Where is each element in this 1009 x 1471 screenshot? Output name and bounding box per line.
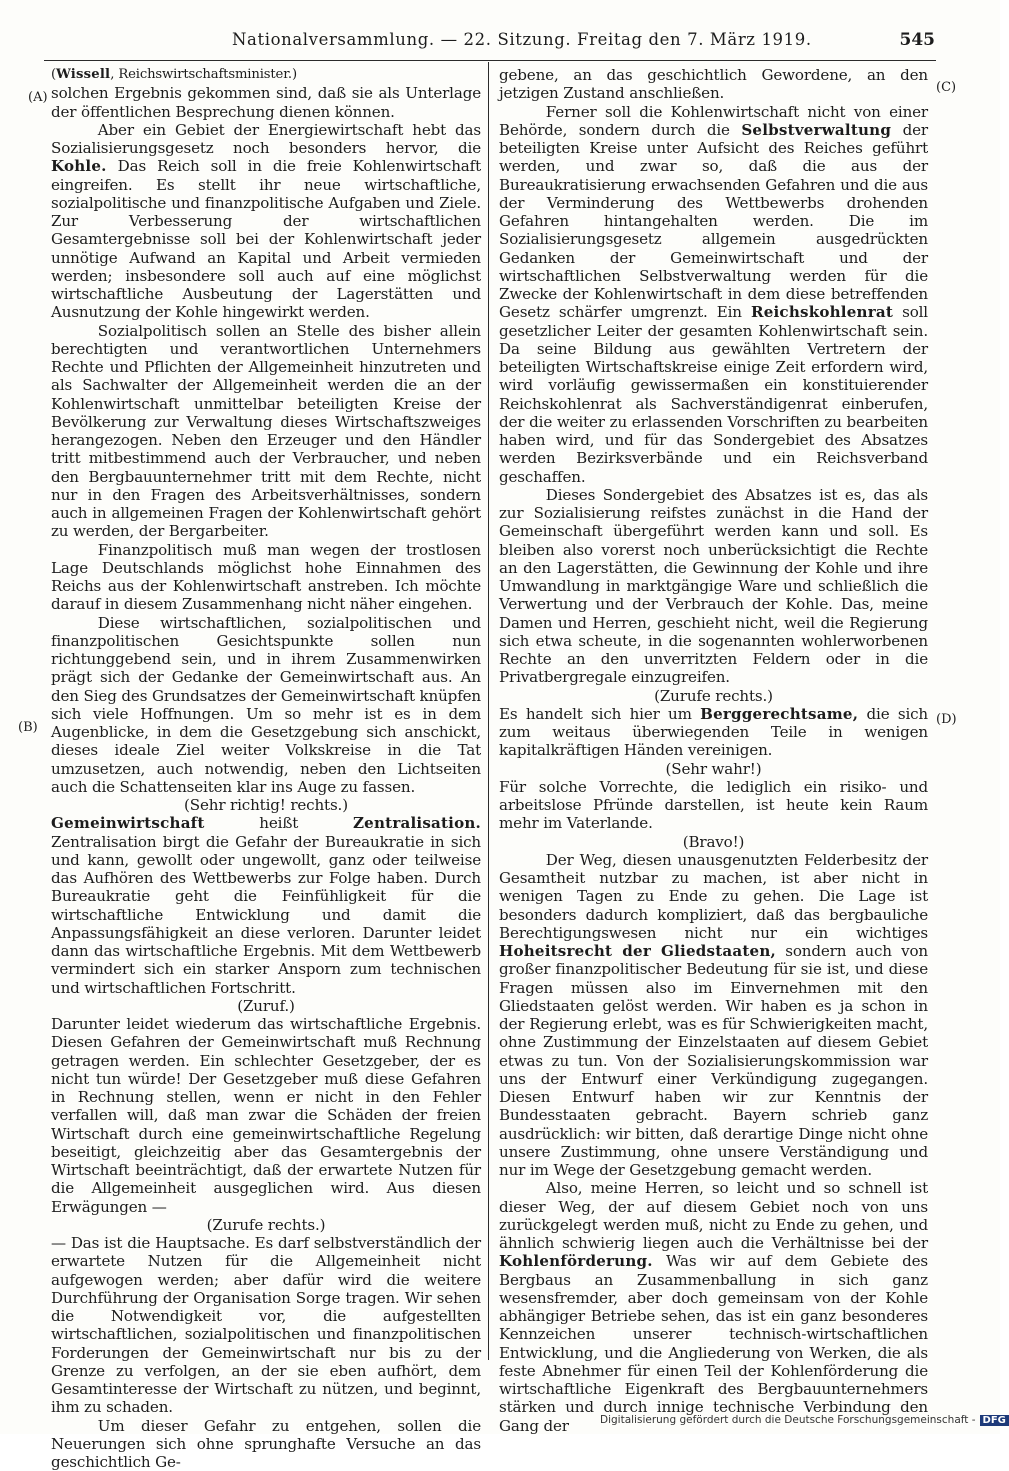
interjection: (Sehr richtig! rechts.) [51,796,481,814]
emphasis-hoheitsrecht: Hoheitsrecht der Gliedstaaten, [499,942,776,960]
paragraph: solchen Ergebnis gekommen sind, daß sie als Unterlage der öffentlichen Besprechung dienen können. [51,84,481,121]
speaker-role: , Reichswirtschaftsminister.) [110,67,297,82]
emphasis-kohlenfoerderung: Kohlenförderung. [499,1252,653,1270]
speaker-line: (Wissell, Reichswirtschaftsminister.) [51,66,481,84]
page-number: 545 [890,30,935,50]
paragraph: Der Weg, diesen unausgenutzten Felderbesitz der Gesamtheit nutzbar zu machen, ist aber nicht in wenigen Tagen zu Ende zu gehen. Die Lage ist besonders dadurch kompliziert, daß das bergbauliche Berechtigungswesen nicht nur ein wichtiges Hoheitsrecht der Gliedstaaten, sondern auch von großer finanzpolitischer Bedeutung für sie ist, und diese Fragen müssen also im Einvernehmen mit den Gliedstaaten gelöst werden. Wir haben es ja schon in der Regierung erlebt, was es für Schwierigkeiten macht, ohne Zustimmung der Einzelstaaten auf diesem Gebiet etwas zu tun. Von der Sozialisierungskommission war uns der Entwurf einer Verkündigung zugegangen. Diesen Entwurf haben wir zur Kenntnis der Bundesstaaten gebracht. Bayern schrieb ganz ausdrücklich: wir bitten, daß derartige Dinge nicht ohne unsere Zustimmung, ohne unsere Verständigung und nur im Wege der Gesetzgebung gemacht werden. [499,851,928,1180]
credit-text: Digitalisierung gefördert durch die Deutsche Forschungsgemeinschaft - [600,1414,976,1426]
margin-marker-d: (D) [936,712,957,727]
right-column [499,66,928,1435]
interjection: (Sehr wahr!) [499,760,928,778]
paragraph: Es handelt sich hier um Berggerechtsame, die sich zum weitaus überwiegenden Teile in wenigen kapitalkräftigen Händen vereinigen. [499,705,928,760]
paragraph: Ferner soll die Kohlenwirtschaft nicht von einer Behörde, sondern durch die Selbstverwaltung der beteiligten Kreise unter Aufsicht des Reiches geführt werden, und zwar so, daß die aus der Bureaukratisierung erwachsenden Gefahren und die aus der Verminderung des Wettbewerbs drohenden Gefahren hintangehalten werden. Die im Sozialisierungsgesetz allgemein ausgedrückten Gedanken der Gemeinwirtschaft und der wirtschaftlichen Selbstverwaltung werden für die Zwecke der Kohlenwirtschaft in dem diese betreffenden Gesetz schärfer umgrenzt. Ein Reichskohlenrat soll gesetzlicher Leiter der gesamten Kohlenwirtschaft sein. Da seine Bildung aus gewählten Vertretern der beteiligten Wirtschaftskreise einige Zeit erfordern wird, wird vorläufig gewissermaßen ein konstituierender Reichskohlenrat als Sachverständigenrat einberufen, der die weiter zu erlassenden Vorschriften zu bearbeiten haben wird, und für das Sondergebiet des Absatzes werden Bezirksverbände und ein Reichsverband geschaffen. [499,103,928,486]
header-rule [44,60,936,61]
paragraph: Für solche Vorrechte, die lediglich ein risiko- und arbeitslose Pfründe darstellen, ist heute kein Raum mehr im Vaterlande. [499,778,928,833]
digitization-credit [600,1414,970,1426]
speaker-name: Wissell [56,67,110,82]
paragraph: Um dieser Gefahr zu entgehen, sollen die Neuerungen sich ohne sprunghafte Versuche an das geschichtlich Ge- [51,1417,481,1471]
column-divider [488,62,489,1360]
emphasis-selbstverwaltung: Selbstverwaltung [741,121,891,139]
paragraph: Finanzpolitisch muß man wegen der trostlosen Lage Deutschlands möglichst hohe Einnahmen des Reichs aus der Kohlenwirtschaft anstreben. Ich möchte darauf in diesem Zusammenhang nicht näher eingehen. [51,541,481,614]
paragraph: gebene, an das geschichtlich Gewordene, an den jetzigen Zustand anschließen. [499,66,928,103]
paragraph: Gemeinwirtschaft heißt Zentralisation. Zentralisation birgt die Gefahr der Bureaukratie in sich und kann, gewollt oder ungewollt, ganz oder teilweise das Aufhören des Wettbewerbs zur Folge haben. Durch Bureaukratie geht die Feinfühligkeit für die wirtschaftliche Entwicklung und damit die Anpassungsfähigkeit an diese verloren. Darunter leidet dann das wirtschaftliche Ergebnis. Mit dem Wettbewerb vermindert sich ein starker Ansporn zum technischen und wirtschaftlichen Fortschritt. [51,814,481,997]
interjection: (Bravo!) [499,833,928,851]
interjection: (Zuruf.) [51,997,481,1015]
paragraph: Sozialpolitisch sollen an Stelle des bisher allein berechtigten und verantwortlichen Unternehmers Rechte und Pflichten der Allgemeinheit hinzutreten und als Sachwalter der Allgemeinheit werden die an der Kohlenwirtschaft unmittelbar beteiligten Kreise der Bevölkerung zur Verwaltung dieses Wirtschaftszweiges herangezogen. Neben den Erzeuger und den Händler tritt mitbestimmend auch der Verbraucher, und neben den Bergbauunternehmer tritt mit dem Rechte, nicht nur in den Fragen des Arbeitsverhältnisses, sondern auch in allgemeinen Fragen der Kohlenwirtschaft gehört zu werden, der Bergarbeiter. [51,322,481,541]
margin-marker-b: (B) [18,720,38,735]
emphasis-gemeinwirtschaft: Gemeinwirtschaft [51,814,205,832]
interjection: (Zurufe rechts.) [499,687,928,705]
emphasis-berggerechtsame: Berggerechtsame, [700,705,858,723]
emphasis-zentralisation: Zentralisation. [353,814,481,832]
paragraph: — Das ist die Hauptsache. Es darf selbstverständlich der erwartete Nutzen für die Allgemeinheit nicht aufgewogen werden; aber dafür wird die weitere Durchführung der Organisation Sorge tragen. Wir sehen die Notwendigkeit vor, die aufgestellten wirtschaftlichen, sozialpolitischen und finanzpolitischen Forderungen der Gemeinwirtschaft nur bis zu der Grenze zu verfolgen, an der sie eben aufhört, dem Gesamtinteresse der Wirtschaft zu nützen, und beginnt, ihm zu schaden. [51,1234,481,1417]
paragraph: Darunter leidet wiederum das wirtschaftliche Ergebnis. Diesen Gefahren der Gemeinwirtschaft muß Rechnung getragen werden. Ein schlechter Gesetzgeber, der es nicht tun würde! Der Gesetzgeber muß diese Gefahren in Rechnung stellen, wenn er nicht in den Fehler verfallen will, daß man zwar die Schäden der freien Wirtschaft durch eine gemeinwirtschaftliche Regelung beseitigt, gleichzeitig aber das Gesamtergebnis der Wirtschaft beeinträchtigt, daß der erwartete Nutzen für die Allgemeinheit ausgeglichen wird. Aus diesen Erwägungen — [51,1015,481,1216]
left-column [51,66,481,1471]
paragraph: Also, meine Herren, so leicht und so schnell ist dieser Weg, der auf diesem Gebiet noch von uns zurückgelegt werden muß, nicht zu Ende zu gehen, und ähnlich schwierig liegen auch die Verhältnisse bei der Kohlenförderung. Was wir auf dem Gebiete des Bergbaus an Zusammenballung in sich ganz wesensfremder, aber doch gemeinsam von der Kohle abhängiger Betriebe sehen, das ist ein ganz besonderes Kennzeichen unserer technisch-wirtschaftlichen Entwicklung, und die Angliederung von Werken, die als feste Abnehmer für einen Teil der Kohlenförderung die wirtschaftliche Eigenkraft des Bergbauunternehmers stärken und durch innige technische Verbindung den Gang der [499,1179,928,1435]
emphasis-kohle: Kohle. [51,157,107,175]
interjection: (Zurufe rechts.) [51,1216,481,1234]
paragraph: Aber ein Gebiet der Energiewirtschaft hebt das Sozialisierungsgesetz noch besonders hervor, die Kohle. Das Reich soll in die freie Kohlenwirtschaft eingreifen. Es stellt ihr neue wirtschaftliche, sozialpolitische und finanzpolitische Aufgaben und Ziele. Zur Verbesserung der wirtschaftlichen Gesamtergebnisse soll bei der Kohlenwirtschaft jeder unnötige Aufwand an Kapital und Arbeit vermieden werden; insbesondere soll auch auf eine möglichst wirtschaftliche Ausbeutung der Lagerstätten und Ausnutzung der Kohle hingewirkt werden. [51,121,481,322]
running-header: Nationalversammlung. — 22. Sitzung. Freitag den 7. März 1919. [232,30,742,49]
margin-marker-c: (C) [936,80,956,95]
paragraph: Dieses Sondergebiet des Absatzes ist es, das als zur Sozialisierung reifstes zunächst in die Hand der Gemeinschaft übergeführt werden kann und soll. Es bleiben also vorerst noch unberücksichtigt die Rechte an den Lagerstätten, die Gewinnung der Kohle und ihre Umwandlung in marktgängige Ware und schließlich die Verwertung und der Verbrauch der Kohle. Das, meine Damen und Herren, geschieht nicht, weil die Regierung sich etwa scheute, in die sogenannten wohlerworbenen Rechte an den unverritzten Feldern oder in die Privatbergregale einzugreifen. [499,486,928,687]
margin-marker-a: (A) [28,90,48,105]
dfg-logo: DFG [980,1415,1009,1426]
emphasis-reichskohlenrat: Reichskohlenrat [751,303,893,321]
paragraph: Diese wirtschaftlichen, sozialpolitischen und finanzpolitischen Gesichtspunkte sollen nun richtunggebend sein, und in ihrem Zusammenwirken prägt sich der Gedanke der Gemeinwirtschaft aus. An den Sieg des Grundsatzes der Gemeinwirtschaft knüpfen sich viele Hoffnungen. Um so mehr ist es in dem Augenblicke, in dem die Gesetzgebung sich anschickt, dieses ideale Ziel weiter Volkskreise in die Tat umzusetzen, auch notwendig, neben den Lichtseiten auch die Schattenseiten klar ins Auge zu fassen. [51,614,481,797]
